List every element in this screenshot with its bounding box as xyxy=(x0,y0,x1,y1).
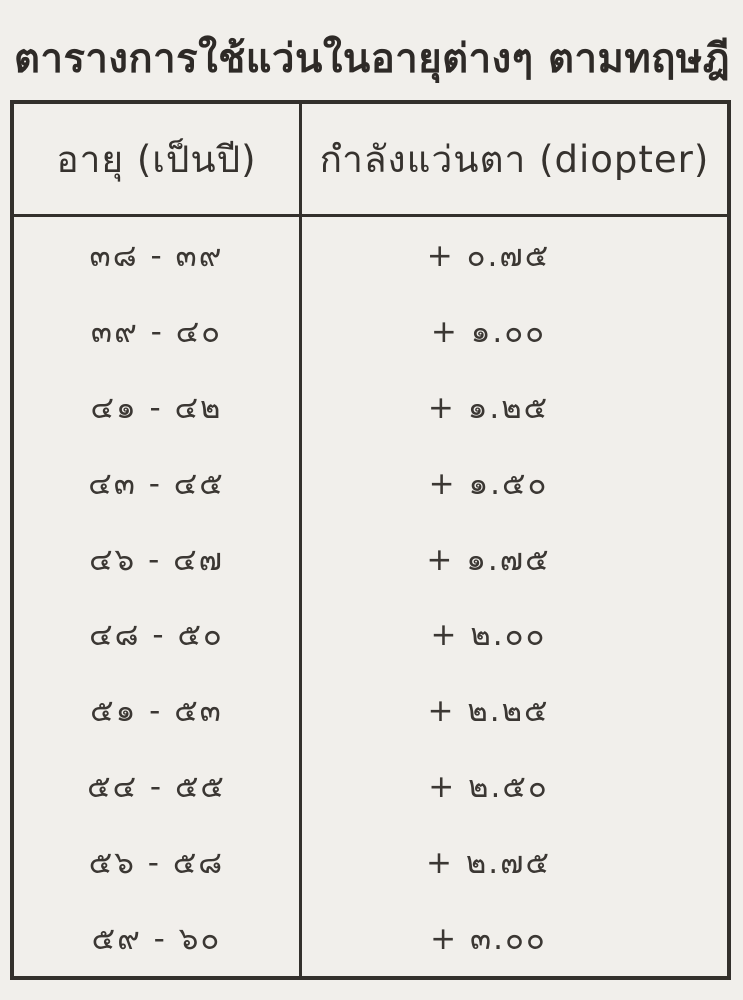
power-cell: + ๓.๐๐ xyxy=(430,921,547,958)
table-row xyxy=(14,369,727,445)
power-cell: + ๒.๐๐ xyxy=(430,617,547,654)
power-cell: + ๐.๗๕ xyxy=(426,237,551,274)
table-row xyxy=(14,521,727,597)
table-row xyxy=(14,900,727,976)
page-title: ตารางการใช้แว่นในอายุต่างๆ ตามทฤษฎี xyxy=(14,36,731,82)
age-range-cell: ๓๙ - ๔๐ xyxy=(14,293,302,369)
age-range-cell: ๓๘ - ๓๙ xyxy=(14,217,302,293)
table-row xyxy=(14,217,727,293)
table-row xyxy=(14,672,727,748)
table-row xyxy=(14,293,727,369)
age-range-cell: ๕๙ - ๖๐ xyxy=(14,900,302,976)
age-range-cell: ๔๓ - ๔๕ xyxy=(14,445,302,521)
power-cell: + ๒.๕๐ xyxy=(428,769,549,806)
power-cell: + ๒.๗๕ xyxy=(426,845,551,882)
power-cell: + ๑.๗๕ xyxy=(426,541,551,578)
table-row xyxy=(14,824,727,900)
age-range-cell: ๕๑ - ๕๓ xyxy=(14,672,302,748)
column-header-age: อายุ (เป็นปี) xyxy=(14,104,302,214)
table-header-row xyxy=(14,104,727,217)
power-cell: + ๒.๒๕ xyxy=(427,693,550,730)
age-range-cell: ๕๖ - ๕๘ xyxy=(14,824,302,900)
table-row xyxy=(14,748,727,824)
power-cell: + ๑.๒๕ xyxy=(427,389,550,426)
power-cell: + ๑.๐๐ xyxy=(430,313,547,350)
age-range-cell: ๕๔ - ๕๕ xyxy=(14,748,302,824)
power-cell: + ๑.๕๐ xyxy=(428,465,549,502)
table-row xyxy=(14,597,727,673)
age-range-cell: ๔๖ - ๔๗ xyxy=(14,521,302,597)
age-range-cell: ๔๑ - ๔๒ xyxy=(14,369,302,445)
age-range-cell: ๔๘ - ๕๐ xyxy=(14,597,302,673)
glasses-power-by-age-table xyxy=(10,100,731,980)
column-header-diopter: กำลังแว่นตา (diopter) xyxy=(319,137,710,181)
table-row xyxy=(14,445,727,521)
table-body xyxy=(14,217,727,976)
